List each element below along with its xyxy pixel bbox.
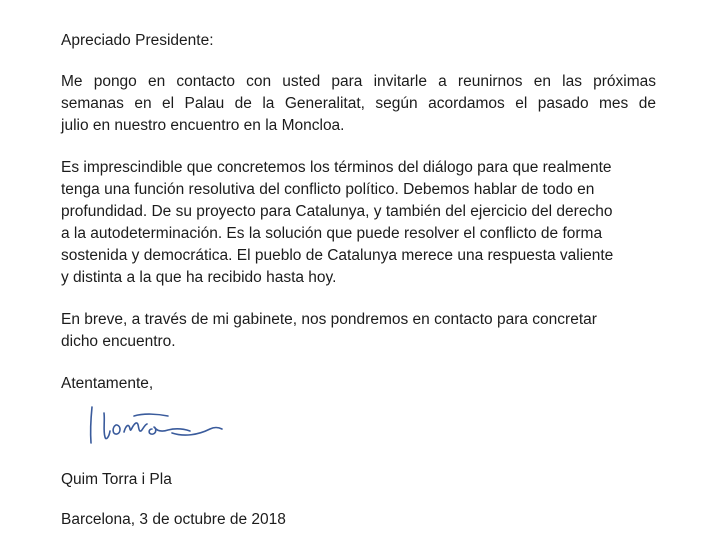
closing: Atentamente, [61,375,154,392]
paragraph-line: En breve, a través de mi gabinete, nos pondremos en contacto para concretar [61,311,597,328]
paragraph-dialogue [61,157,656,289]
signature-name: Quim Torra i Pla [61,471,172,488]
paragraph-line: dicho encuentro. [61,333,176,350]
handwritten-signature [72,385,242,455]
greeting: Apreciado Presidente: [61,32,214,49]
paragraph-line: y distinta a la que ha recibido hasta hoy. [61,269,337,286]
paragraph-line: Es imprescindible que concretemos los términos del diálogo para que realmente [61,159,612,176]
paragraph-line: semanas en el Palau de la Generalitat, según acordamos el pasado mes de [61,95,656,112]
paragraph-line: profundidad. De su proyecto para Catalunya, y también del ejercicio del derecho [61,203,613,220]
paragraph-line: julio en nuestro encuentro en la Moncloa. [61,117,345,134]
paragraph-invitation [61,71,656,137]
paragraph-line: sostenida y democrática. El pueblo de Catalunya merece una respuesta valiente [61,247,614,264]
paragraph-line: tenga una función resolutiva del conflicto político. Debemos hablar de todo en [61,181,595,198]
paragraph-line: a la autodeterminación. Es la solución que puede resolver el conflicto de forma [61,225,603,242]
letter-body [61,30,656,395]
paragraph-line: Me pongo en contacto con usted para invitarle a reunirnos en las próximas [61,73,656,90]
place-date: Barcelona, 3 de octubre de 2018 [61,511,286,528]
paragraph-contact [61,309,656,353]
